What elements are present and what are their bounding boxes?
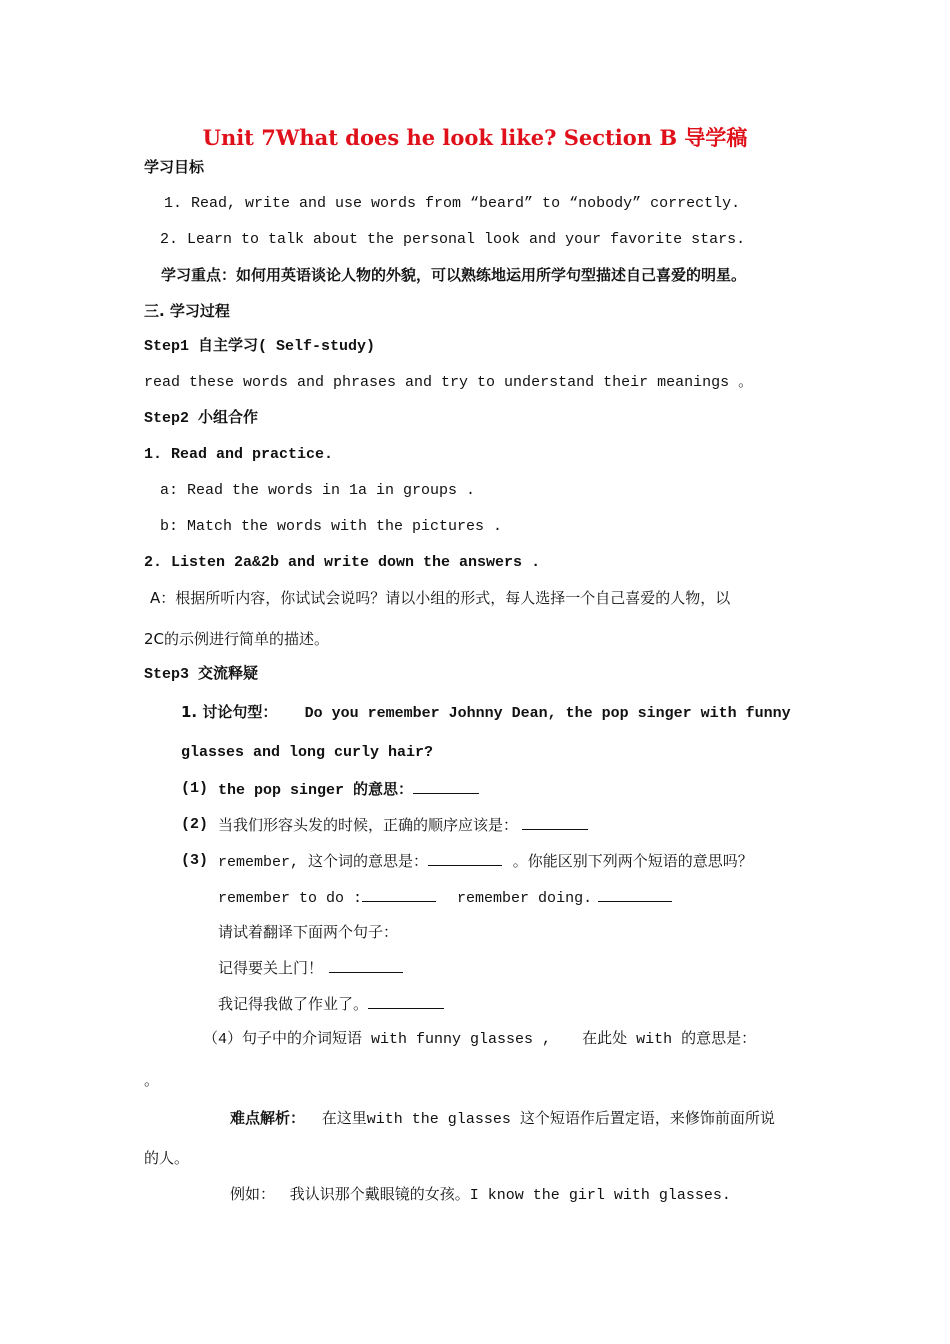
question-2-text: 当我们形容头发的时候，正确的顺序应该是： [218, 816, 519, 834]
question-3-number: (3) [181, 852, 209, 869]
difficulty-line-2: 的人。 [144, 1149, 190, 1167]
question-1-text: the pop singer 的意思： [218, 782, 414, 799]
remember-doing: remember doing. [457, 890, 593, 907]
answer-blank[interactable] [362, 887, 436, 902]
step3-heading: Step3 交流释疑 [144, 666, 259, 683]
question-4-text-b: 在此处 with 的意思是： [582, 1031, 757, 1048]
step1-heading: Step1 自主学习( Self-study) [144, 338, 376, 355]
goal-1: 1. Read, write and use words from “beard” to “nobody” correctly. [164, 195, 741, 212]
process-heading: 三. 学习过程 [144, 302, 230, 320]
translate-sentence-1-text: 记得要关上门！ [218, 959, 324, 977]
question-4-end: 。 [144, 1071, 160, 1089]
translate-sentence-2-text: 我记得我做了作业了。 [218, 995, 369, 1013]
question-4 [203, 1030, 756, 1050]
difficulty-label: 难点解析： [230, 1109, 306, 1127]
goals-heading: 学习目标 [144, 158, 205, 176]
translate-sentence-1 [218, 958, 403, 978]
example [230, 1184, 731, 1206]
step2-item-1: 1. Read and practice. [144, 446, 334, 463]
difficulty-text: 在这里with the glasses 这个短语作后置定语，来修饰前面所说 [321, 1111, 775, 1128]
translate-sentence-2 [218, 994, 444, 1014]
question-3-text-b: 。你能区别下列两个短语的意思吗？ [512, 852, 753, 870]
answer-blank[interactable] [413, 779, 479, 794]
step3-item-1 [181, 702, 791, 724]
step2-a-line-1: A：根据所听内容，你试试会说吗？请以小组的形式，每人选择一个自己喜爱的人物，以 [150, 589, 731, 607]
translate-instruction: 请试着翻译下面两个句子： [218, 923, 399, 941]
step1-text: read these words and phrases and try to understand their meanings 。 [144, 374, 754, 391]
step2-a-line-2: 2C的示例进行简单的描述。 [144, 630, 330, 648]
question-3 [218, 851, 753, 873]
remember-phrases [218, 887, 672, 909]
question-1-number: (1) [181, 780, 209, 797]
key-points: 学习重点：如何用英语谈论人物的外貌，可以熟练地运用所学句型描述自己喜爱的明星。 [161, 266, 747, 284]
step3-item-1-line-2: glasses and long curly hair? [181, 744, 434, 761]
answer-blank[interactable] [428, 851, 502, 866]
page-title: Unit 7What does he look like? Section B 导学稿 [202, 125, 748, 150]
answer-blank[interactable] [598, 887, 672, 902]
step2-item-1a: a: Read the words in 1a in groups . [160, 482, 476, 499]
question-3-text-a: remember, 这个词的意思是： [218, 854, 429, 871]
step3-item-1-label: 1. 讨论句型： [181, 703, 278, 721]
step2-item-1b: b: Match the words with the pictures . [160, 518, 503, 535]
goal-2: 2. Learn to talk about the personal look and your favorite stars. [160, 231, 746, 248]
answer-blank[interactable] [522, 815, 588, 830]
answer-blank[interactable] [329, 958, 403, 973]
example-label: 例如： [230, 1185, 276, 1203]
question-1 [218, 779, 479, 801]
question-2-number: (2) [181, 816, 209, 833]
example-text: 我认识那个戴眼镜的女孩。I know the girl with glasses. [289, 1187, 731, 1204]
question-4-text-a: （4）句子中的介词短语 with funny glasses , [203, 1031, 552, 1048]
question-2 [218, 815, 588, 835]
answer-blank[interactable] [368, 994, 444, 1009]
step3-item-1-sentence: Do you remember Johnny Dean, the pop singer with funny [304, 705, 791, 722]
difficulty-analysis [230, 1108, 775, 1130]
step2-item-2: 2. Listen 2a&2b and write down the answers . [144, 554, 541, 571]
remember-to-do: remember to do : [218, 890, 363, 907]
step2-heading: Step2 小组合作 [144, 410, 259, 427]
